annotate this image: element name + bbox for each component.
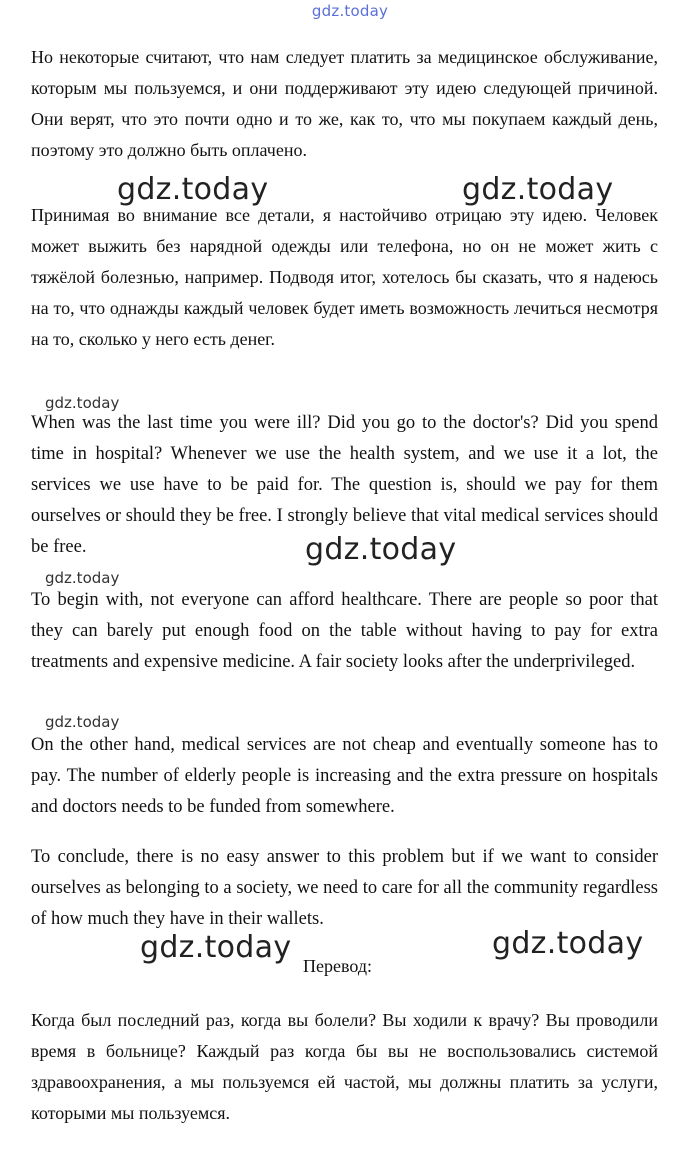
watermark-small: gdz.today: [45, 713, 120, 731]
watermark-large: gdz.today: [117, 172, 269, 207]
paragraph-ru-2: Принимая во внимание все детали, я настойчиво отрицаю эту идею. Человек может выжить без нарядной одежды или телефона, но он не может жить с тяжёлой болезнью, например. Подводя итог, хотелось бы сказать, что я надеюсь на то, что однажды каждый человек будет иметь возможность лечиться несмотря на то, сколько у него есть денег.: [31, 205, 658, 349]
watermark-small: gdz.today: [45, 569, 120, 587]
paragraph-en-2: To begin with, not everyone can afford healthcare. There are people so poor that they can barely put enough food on the table without having to pay for extra treatments and expensive medicine. A fair society looks after the underprivileged.: [31, 590, 658, 672]
watermark-large: gdz.today: [140, 930, 292, 965]
watermark-small: gdz.today: [45, 394, 120, 412]
translation-heading: Перевод:: [303, 956, 372, 976]
paragraph-en-1: When was the last time you were ill? Did you go to the doctor's? Did you spend time in hospital? Whenever we use the health system, and we use it a lot, the services we use have to be paid for. The question is, should we pay for them ourselves or should they be free. I strongly believe that vital medical services should be free.: [31, 413, 658, 557]
watermark-top: gdz.today: [311, 2, 389, 20]
paragraph-ru-1: Но некоторые считают, что нам следует платить за медицинское обслуживание, которым мы пользуемся, и они поддерживают эту идею следующей причиной. Они верят, что это почти одно и то же, как то, что мы покупаем каждый день, поэтому это должно быть оплачено.: [31, 47, 658, 160]
watermark-large: gdz.today: [462, 172, 614, 207]
paragraph-ru-3: Когда был последний раз, когда вы болели? Вы ходили к врачу? Вы проводили время в больнице? Каждый раз когда бы вы не воспользовались системой здравоохранения, а мы пользуемся ей частой, мы должны платить за услуги, которыми мы пользуемся.: [31, 1010, 658, 1123]
paragraph-en-3: On the other hand, medical services are not cheap and eventually someone has to pay. The number of elderly people is increasing and the extra pressure on hospitals and doctors needs to be funded from somewhere.: [31, 735, 658, 817]
watermark-large: gdz.today: [492, 926, 644, 961]
watermark-large: gdz.today: [305, 532, 457, 567]
paragraph-en-4: To conclude, there is no easy answer to this problem but if we want to consider ourselves as belonging to a society, we need to care for all the community regardless of how much they have in their wallets.: [31, 847, 658, 929]
